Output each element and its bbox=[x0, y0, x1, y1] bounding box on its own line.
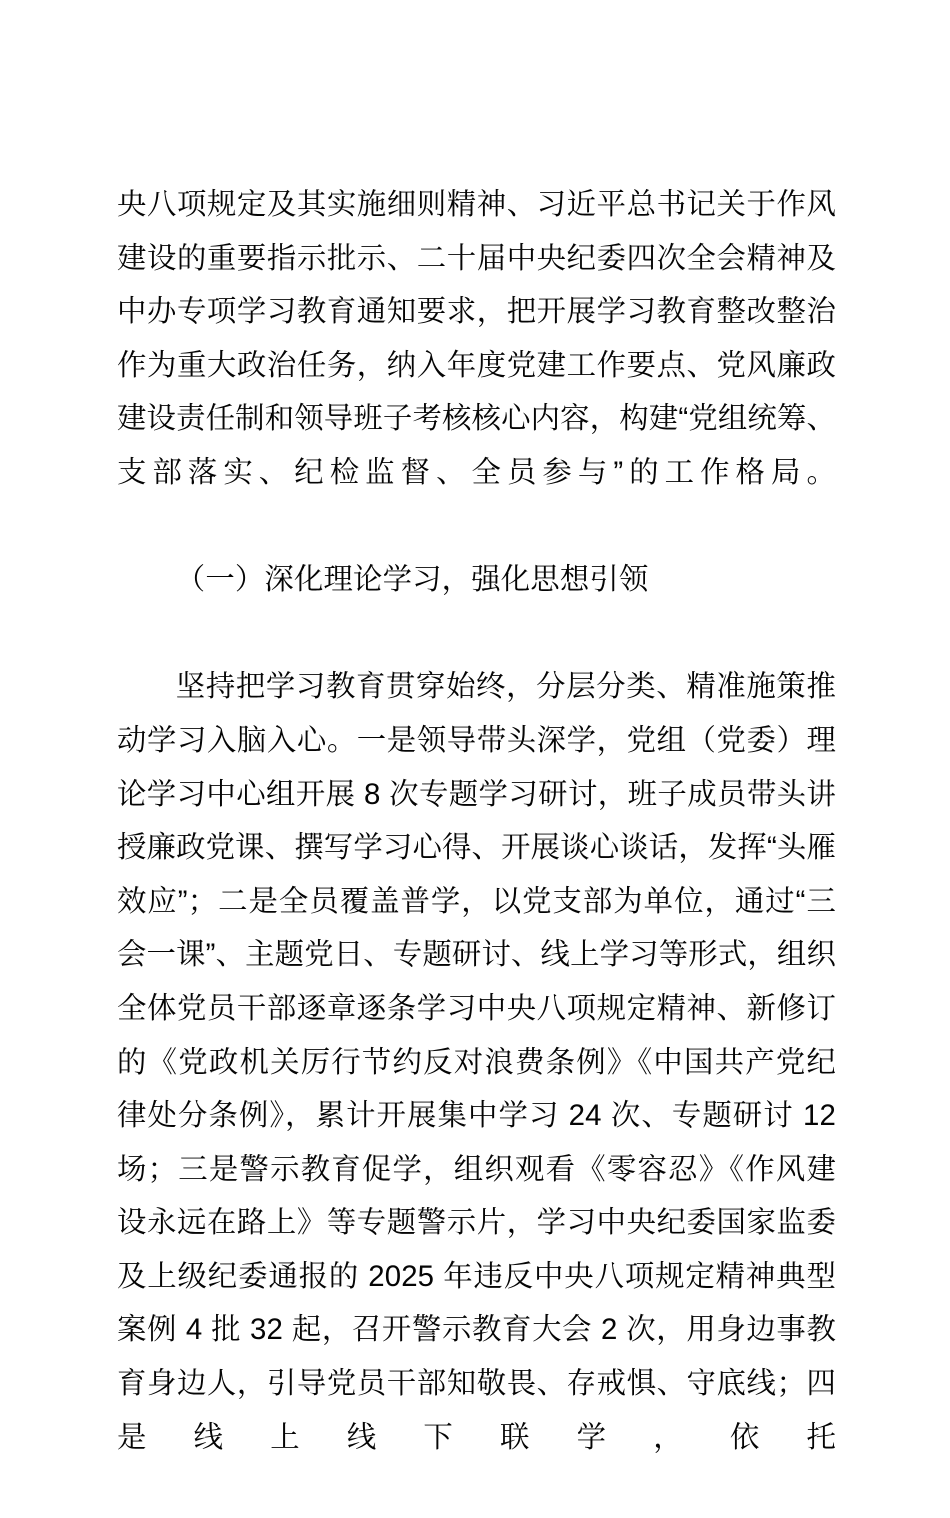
paragraph-continuation: 央八项规定及其实施细则精神、习近平总书记关于作风建设的重要指示批示、二十届中央纪委四次全会精神及中办专项学习教育通知要求，把开展学习教育整改整治作为重大政治任务，纳入年度党建工作要点、党风廉政建设责任制和领导班子考核核心内容，构建“党组统筹、支部落实、纪检监督、全员参与”的工作格局。 bbox=[117, 188, 836, 489]
document-text-body bbox=[117, 178, 836, 1518]
paragraph-theory-study: 坚持把学习教育贯穿始终，分层分类、精准施策推动学习入脑入心。一是领导带头深学，党组（党委）理论学习中心组开展 8 次专题学习研讨，班子成员带头讲授廉政党课、撰写学习心得、开展谈心谈话，发挥“头雁效应”；二是全员覆盖普学，以党支部为单位，通过“三会一课”、主题党日、专题研讨、线上学习等形式，组织全体党员干部逐章逐条学习中央八项规定精神、新修订的《党政机关厉行节约反对浪费条例》《中国共产党纪律处分条例》，累计开展集中学习 24 次、专题研讨 12 场；三是警示教育促学，组织观看《零容忍》《作风建设永远在路上》等专题警示片，学习中央纪委国家监委及上级纪委通报的 2025 年违反中央八项规定精神典型案例 4 批 32 起，召开警示教育大会 2 次，用身边事教育身边人，引导党员干部知敬畏、存戒惧、守底线；四是线上线下联学，依托 bbox=[117, 670, 836, 1454]
section-heading-one: （一）深化理论学习，强化思想引领 bbox=[175, 563, 649, 597]
